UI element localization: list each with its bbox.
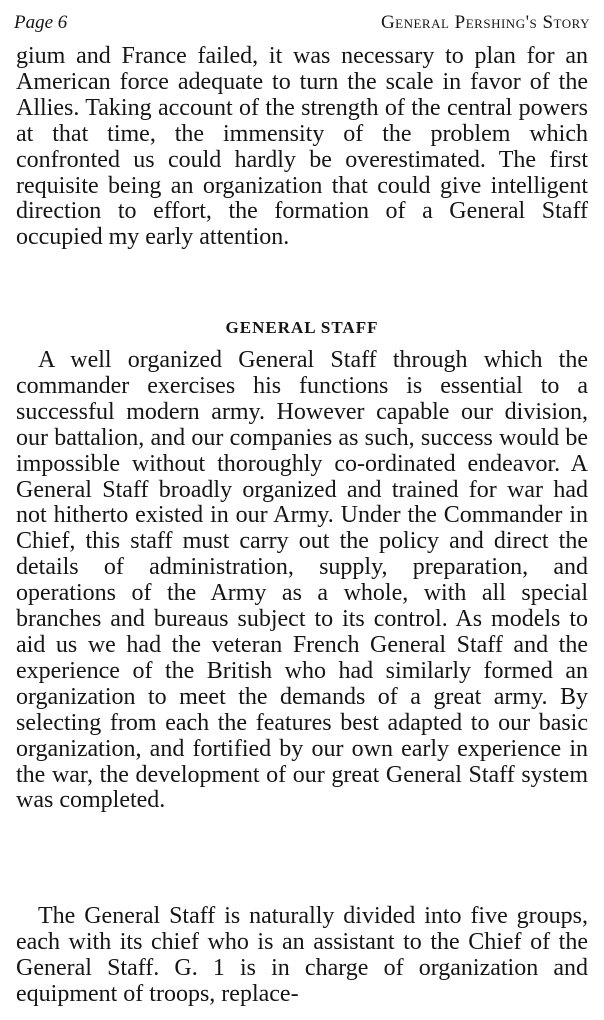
paragraph-3-block [16,904,588,1008]
page-number: Page 6 [14,12,68,33]
paragraph-3: The General Staff is naturally divided into five groups, each with its chief who is an assistant to the Chief of the General Staff. G. 1 is in charge of organization and equipment of troops, replace- [16,903,588,1007]
paragraph-2: A well organized General Staff through which the commander exercises his functions is essential to a successful modern army. However capable our division, our battalion, and our companies as such, success would be impossible without thoroughly co-ordinated endeavor. A General Staff broadly organized and trained for war had not hitherto existed in our Army. Under the Commander in Chief, this staff must carry out the policy and direct the details of administration, supply, preparation, and operations of the Army as a whole, with all special branches and bureaus subject to its control. As models to aid us we had the veteran French General Staff and the experience of the British who had similarly formed an organization to meet the demands of a great army. By selecting from each the features best adapted to our basic organization, and fortified by our own early experience in the war, the development of our great General Staff system was completed. [16,347,588,814]
paragraph-2-block [16,348,588,814]
section-heading: GENERAL STAFF [225,318,379,337]
running-head [14,12,590,36]
book-title: General Pershing's Story [380,12,590,33]
paragraph-1-block [16,44,588,251]
paragraph-1: gium and France failed, it was necessary to plan for an American force adequate to turn the scale in favor of the Allies. Taking account of the strength of the central powers at that time, the immensity of the problem which confronted us could hardly be overestimated. The first requisite being an organization that could give intelligent direction to effort, the formation of a General Staff occupied my early attention. [16,43,588,251]
